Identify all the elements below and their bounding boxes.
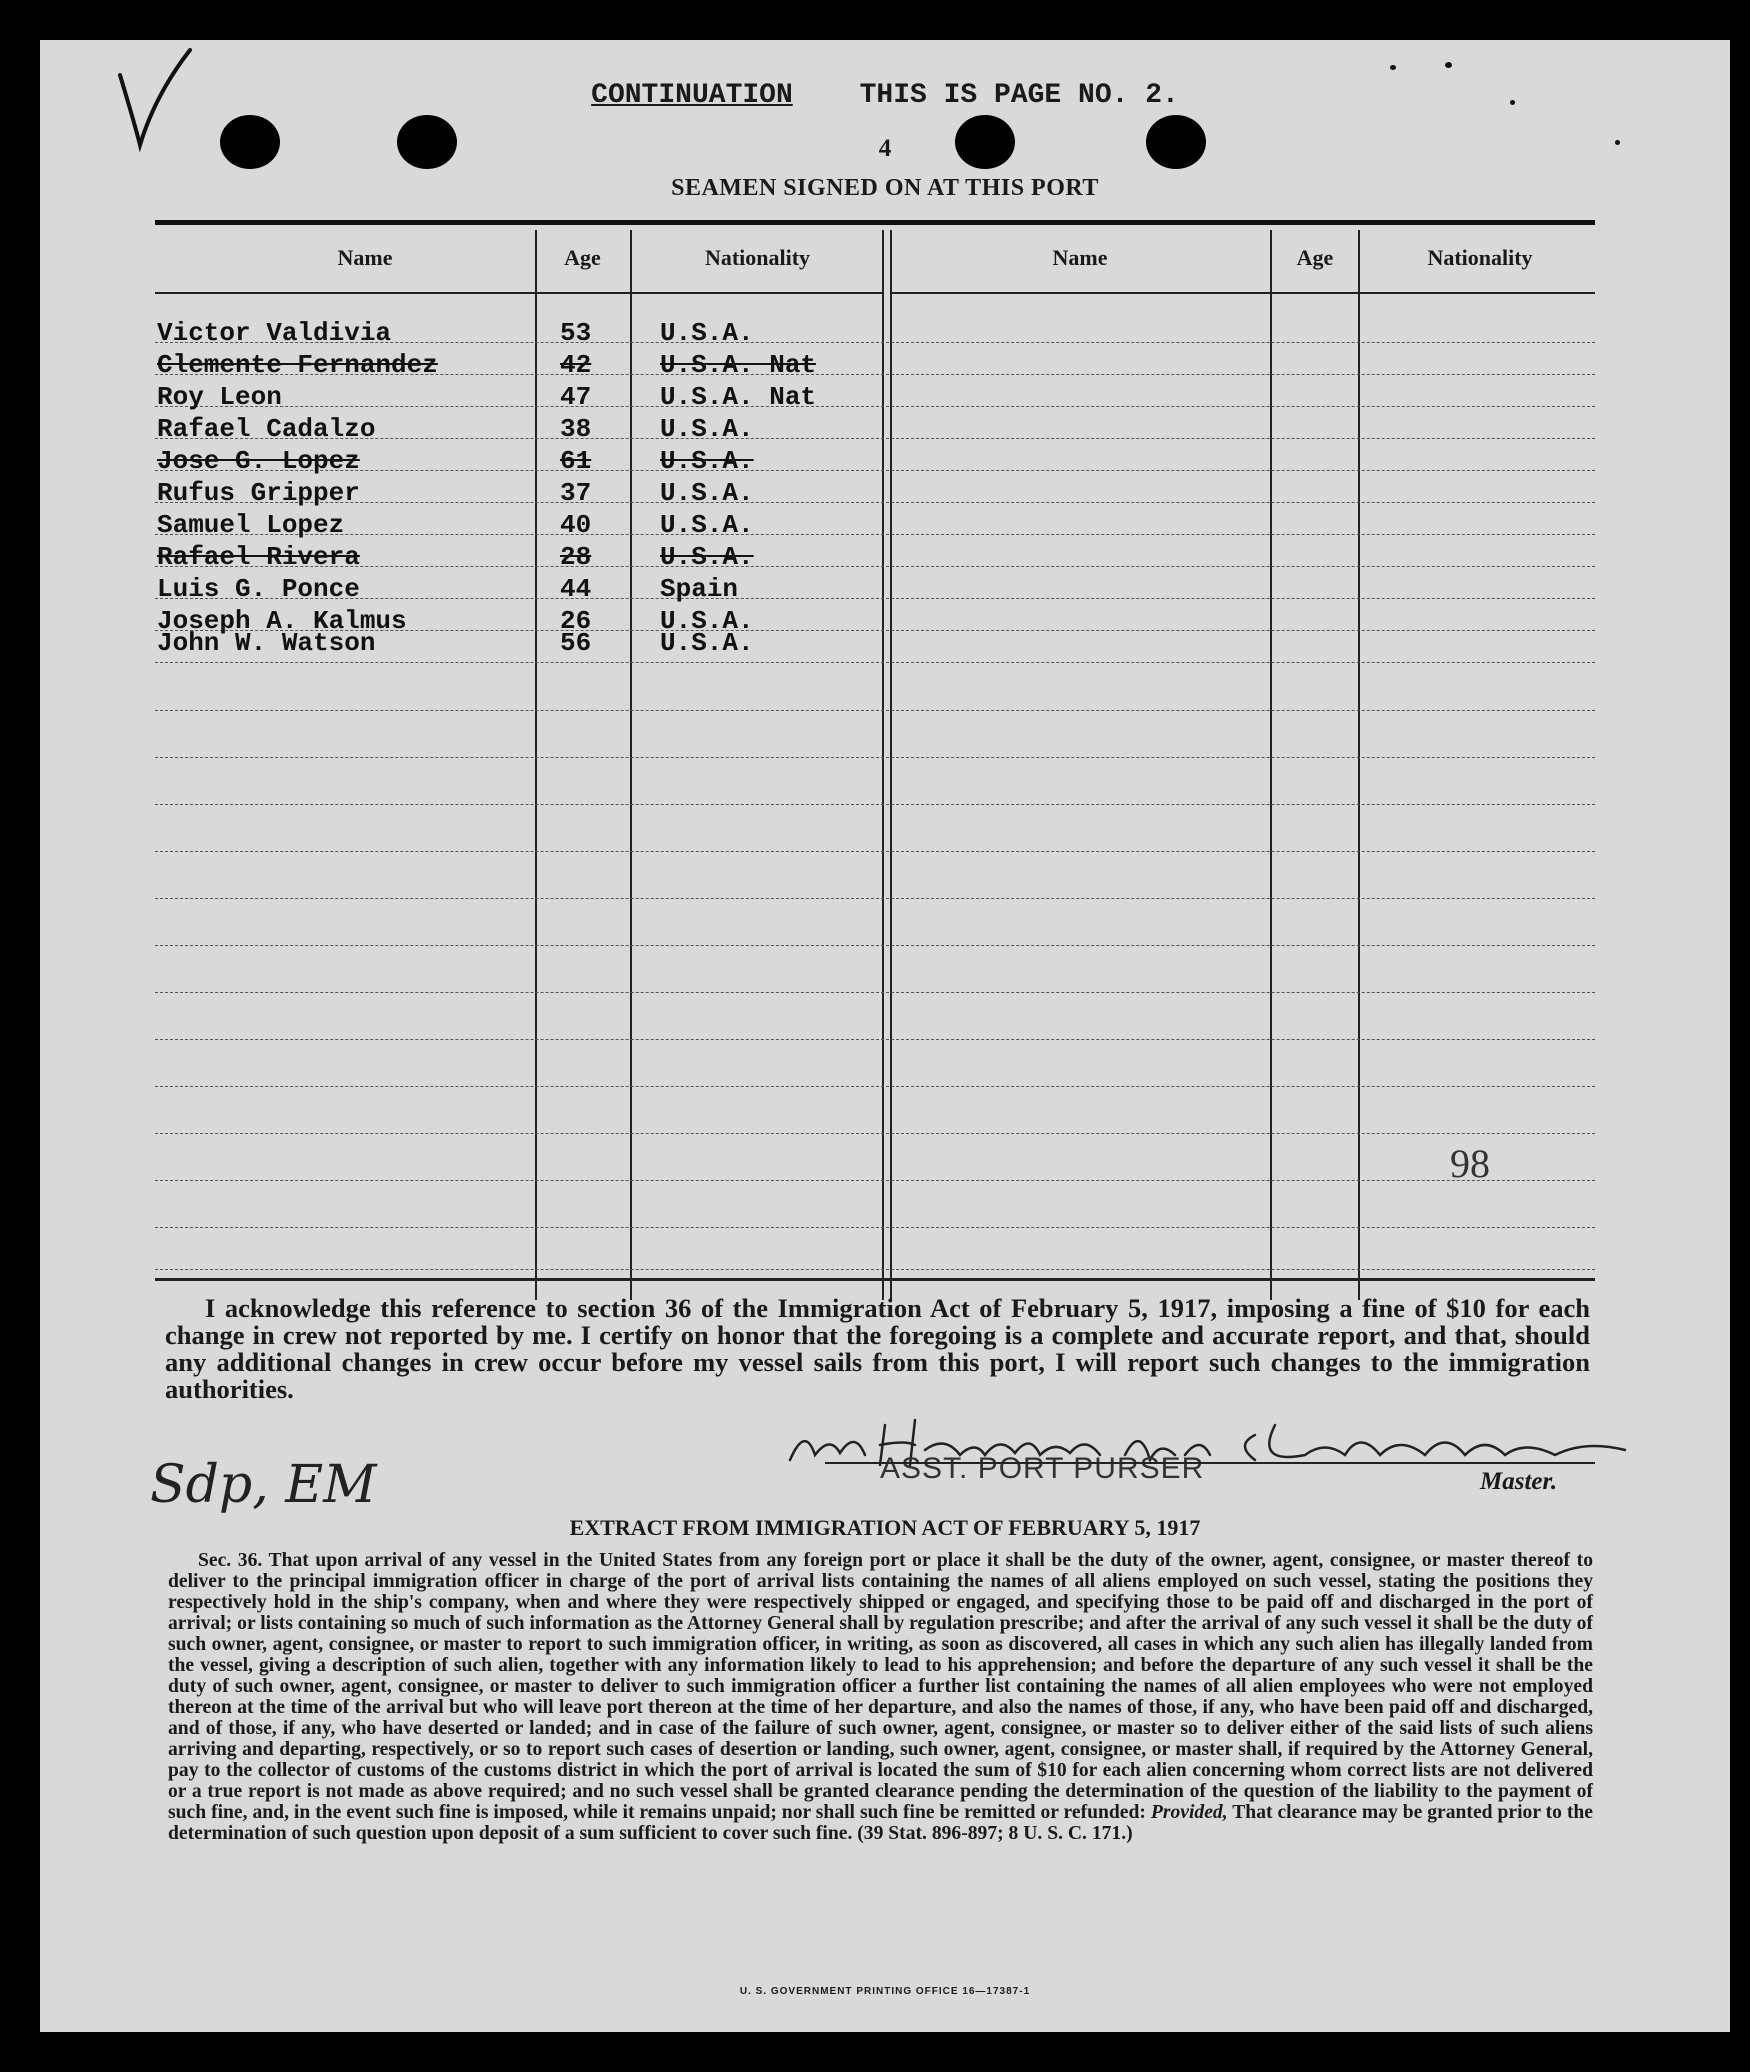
column-divider (1270, 230, 1272, 1300)
crew-name: Rafael Cadalzo (157, 414, 376, 444)
page-header (40, 80, 1730, 111)
ink-speck (1390, 65, 1396, 70)
row-rule (155, 598, 1595, 599)
ink-speck (1445, 62, 1452, 68)
page-number-text: THIS IS PAGE NO. 2. (859, 80, 1179, 111)
printing-office-imprint: U. S. GOVERNMENT PRINTING OFFICE 16—17387-1 (739, 1986, 1031, 1997)
crew-age: 40 (560, 510, 592, 540)
row-rule (155, 1039, 1595, 1040)
crew-age: 42 (560, 350, 592, 380)
row-rule (155, 406, 1595, 407)
crew-age: 44 (560, 574, 592, 604)
header-name-right: Name (1052, 245, 1108, 270)
row-rule (155, 757, 1595, 758)
crew-nationality: U.S.A. (660, 446, 754, 476)
row-rule (155, 710, 1595, 711)
row-rule (155, 945, 1595, 946)
column-divider (535, 230, 537, 1300)
header-underline (1360, 292, 1595, 294)
header-underline (155, 292, 535, 294)
column-divider (1358, 230, 1360, 1300)
crew-name: John W. Watson (157, 628, 376, 658)
manifest-page (40, 40, 1730, 2032)
row-rule (155, 804, 1595, 805)
column-divider (882, 230, 884, 1300)
crew-age: 28 (560, 542, 592, 572)
crew-age: 56 (560, 628, 592, 658)
crew-nationality: U.S.A. (660, 542, 754, 572)
continuation-label: CONTINUATION (591, 80, 793, 111)
sheet-number: 4 (878, 135, 892, 162)
extract-title: EXTRACT FROM IMMIGRATION ACT OF FEBRUARY 5, 1917 (569, 1515, 1201, 1540)
crew-name: Victor Valdivia (157, 318, 392, 348)
column-divider (630, 230, 632, 1300)
crew-name: Luis G. Ponce (157, 574, 360, 604)
extract-text-main: Sec. 36. That upon arrival of any vessel in the United States from any foreign port or place it shall be the duty of the owner, agent, consignee, or master thereof to deliver to the principal immigration officer in charge of the port of arrival lists containing the names of all aliens employed on such vessel, stating the positions they respectively hold in the ship's company, when and where they were respectively shipped or engaged, and specifying those to be paid off and discharged in the port of arrival; or lists containing so much of such information as the Attorney General shall by regulation prescribe; and after the arrival of any such vessel it shall be the duty of such owner, agent, consignee, or master to report to such immigration officer, in writing, as soon as discovered, all cases in which any such alien has illegally landed from the vessel, giving a description of such alien, together with any information likely to lead to his apprehension; and before the departure of any such vessel it shall be the duty of such owner, agent, consignee, or master to deliver to such immigration officer a further list containing the names of all alien employees who were not employed thereon at the time of the arrival but who will leave port thereon at the time of her departure, and also the names of those, if any, who have been paid off and discharged, and of those, if any, who have deserted or landed; and in case of the failure of such owner, agent, consignee, or master so to deliver either of the said lists of such aliens arriving and departing, respectively, or so to report such cases of desertion or landing, such owner, agent, consignee, or master shall, if required by the Attorney General, pay to the collector of customs of the customs district in which the port of arrival is located the sum of $10 for each alien concerning whom correct lists are not delivered or a true report is not made as above required; and no such vessel shall be granted clearance pending the determination of the question of the liability to the payment of such fine, and, in the event such fine is imposed, while it remains unpaid; nor shall such fine be remitted or refunded: (168, 1550, 1593, 1823)
row-rule (155, 851, 1595, 852)
crew-age: 38 (560, 414, 592, 444)
header-age: Age (564, 245, 601, 270)
crew-age: 37 (560, 478, 592, 508)
extract-text (168, 1550, 1593, 1844)
row-rule (155, 1180, 1595, 1181)
row-rule (155, 662, 1595, 663)
crew-age: 26 (560, 606, 592, 636)
crew-age: 53 (560, 318, 592, 348)
row-rule (155, 566, 1595, 567)
header-nationality: Nationality (704, 245, 811, 270)
extract-text-provided: Provided, (1150, 1802, 1228, 1823)
header-underline (632, 292, 882, 294)
crew-age: 47 (560, 382, 592, 412)
acknowledgement-text: I acknowledge this reference to section 36 of the Immigration Act of February 5, 1917, imposing a fine of $10 for each change in crew not reported by me. I certify on honor that the foregoing is a complete and accurate report, and that, should any additional changes in crew occur before my vessel sails from this port, I will report such changes to the immigration authorities. (165, 1293, 1590, 1404)
header-underline (892, 292, 1270, 294)
crew-age: 61 (560, 446, 592, 476)
crew-name: Samuel Lopez (157, 510, 345, 540)
crew-name: Clemente Fernandez (157, 350, 438, 380)
row-rule (155, 534, 1595, 535)
crew-nationality: Spain (660, 574, 739, 604)
crew-name: Roy Leon (157, 382, 282, 412)
row-rule (155, 470, 1595, 471)
header-underline (537, 292, 630, 294)
row-rule (155, 1227, 1595, 1228)
pencil-note: 98 (1450, 1141, 1490, 1186)
row-rule (155, 1133, 1595, 1134)
crew-nationality: U.S.A. Nat (660, 350, 817, 380)
crew-nationality: U.S.A. (660, 318, 754, 348)
header-name: Name (337, 245, 393, 270)
crew-name: Rafael Rivera (157, 542, 360, 572)
row-rule (155, 898, 1595, 899)
crew-name: Joseph A. Kalmus (157, 606, 407, 636)
row-rule (155, 1269, 1595, 1270)
row-rule (155, 502, 1595, 503)
crew-nationality: U.S.A. (660, 478, 754, 508)
purser-stamp: ASST. PORT PURSER (880, 1452, 1205, 1485)
header-underline (1272, 292, 1358, 294)
crew-name: Rufus Gripper (157, 478, 360, 508)
crew-nationality: U.S.A. (660, 414, 754, 444)
crew-nationality: U.S.A. (660, 628, 754, 658)
table-bottom-rule (155, 1278, 1595, 1281)
header-nationality-right: Nationality (1427, 245, 1533, 270)
crew-nationality: U.S.A. (660, 510, 754, 540)
row-rule (155, 992, 1595, 993)
crew-name: Jose G. Lopez (157, 446, 360, 476)
section-title: SEAMEN SIGNED ON AT THIS PORT (671, 175, 1099, 201)
header-age-right: Age (1296, 245, 1334, 270)
handwritten-initials: Sdp, EM (150, 1455, 377, 1515)
table-top-rule (155, 220, 1595, 225)
extract-text-end: That clearance may be granted prior to the determination of such question upon deposit of a sum sufficient to cover such fine. (39 Stat. 896-897; 8 U. S. C. 171.) (168, 1802, 1594, 1844)
column-divider (890, 230, 892, 1300)
master-label: Master. (1480, 1468, 1558, 1495)
crew-nationality: U.S.A. Nat (660, 382, 817, 412)
row-rule (155, 1086, 1595, 1087)
signature-line (825, 1462, 1595, 1464)
crew-nationality: U.S.A. (660, 606, 754, 636)
